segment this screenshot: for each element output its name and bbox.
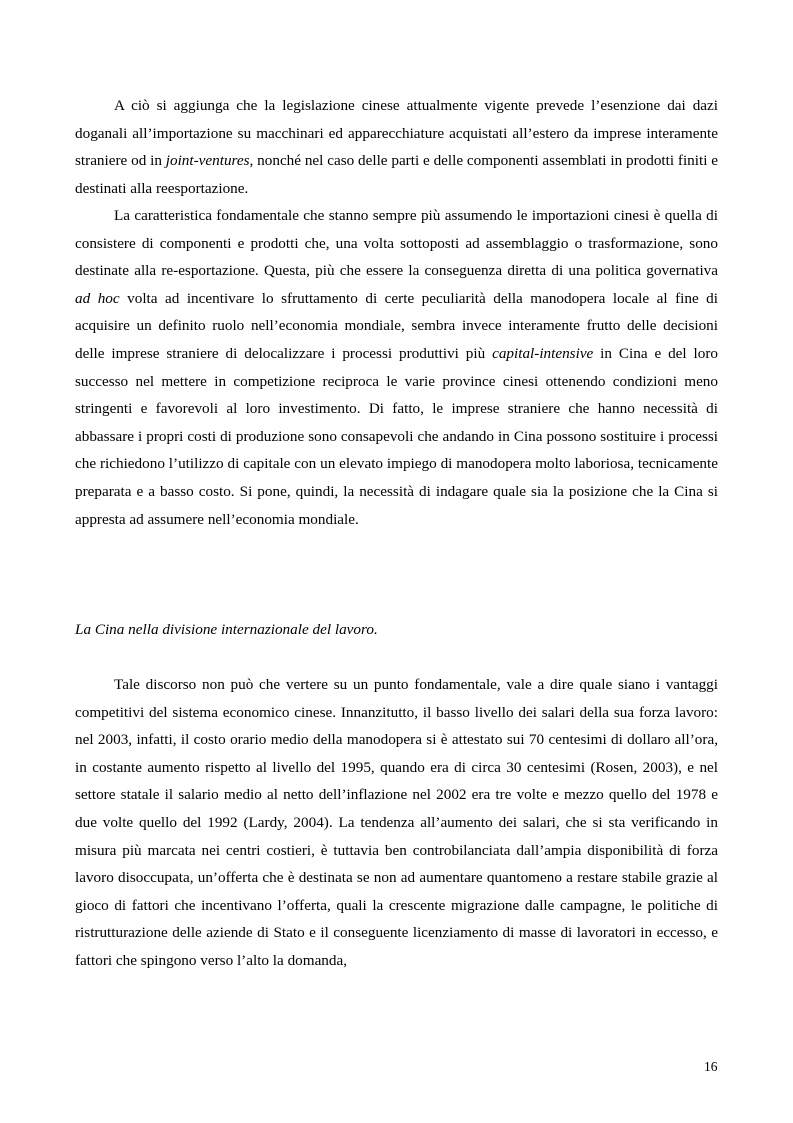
paragraph-text: Tale discorso non può che vertere su un punto fondamentale, vale a dire quale siano i vantaggi competitivi del sistema economico cinese. Innanzitutto, il basso livello dei salari della sua forza lavoro: nel 2003, infatti, il costo orario medio della manodopera si è attestato sui 70 centesimi di dollaro all’ora, in costante aumento rispetto al livello del 1995, quando era di circa 30 centesimi (Rosen, 2003), e nel settore statale il salario medio al netto dell’inflazione nel 2002 era tre volte e mezzo quello del 1978 e due volte quello del 1992 (Lardy, 2004). La tendenza all’aumento dei salari, che si sta verificando in misura più marcata nei centri costieri, è tuttavia ben controbilanciata dall’ampia disponibilità di forza lavoro disoccupata, un’offerta che è destinata se non ad aumentare quantomeno a restare stabile grazie al gioco di fattori che incentivano l’offerta, quali la crescente migrazione dalle campagne, le politiche di ristrutturazione delle aziende di Stato e il conseguente licenziamento di masse di lavoratori in eccesso, e fattori che spingono verso l’alto la domanda, <box>75 676 718 969</box>
page-number: 16 <box>704 1059 718 1074</box>
italic-term: capital-intensive <box>492 344 594 362</box>
paragraph-text: in Cina e del loro successo nel mettere in competizione reciproca le varie province cinesi ottenendo condizioni meno stringenti e favorevoli al loro investimento. Di fatto, le imprese straniere che hanno necessità di abbassare i propri costi di produzione sono consapevoli che andando in Cina possono sostituire i processi che richiedono l’utilizzo di capitale con un elevato impiego di manodopera molto laboriosa, tecnicamente preparata e a basso costo. Si pone, quindi, la necessità di indagare quale sia la posizione che la Cina si appresta ad assumere nell’economia mondiale. <box>75 344 718 528</box>
italic-term: joint-ventures <box>165 152 250 170</box>
paragraph-duty-exemption <box>75 92 718 202</box>
paragraph-text: volta ad incentivare lo sfruttamento di certe peculiarità della manodopera locale al fine di acquisire un definito ruolo nell’economia mondiale, sembra invece interamente frutto delle decisioni delle imprese straniere di delocalizzare i processi produttivi più <box>75 289 718 362</box>
paragraph-competitive-advantages <box>75 671 718 975</box>
paragraph-text: A ciò si aggiunga che la legislazione cinese attualmente vigente prevede l’esenzione dai dazi doganali all’importazione su macchinari ed apparecchiature acquistati all’estero da imprese interamente straniere od in <box>75 97 718 170</box>
paragraph-text: La caratteristica fondamentale che stanno sempre più assumendo le importazioni cinesi è quella di consistere di componenti e prodotti che, una volta sottoposti ad assemblaggio o trasformazione, sono destinate alla re-esportazione. Questa, più che essere la conseguenza diretta di una politica governativa <box>75 207 718 280</box>
section-heading: La Cina nella divisione internazionale del lavoro. <box>75 621 378 638</box>
paragraph-text: , nonché nel caso delle parti e delle componenti assemblati in prodotti finiti e destinati alla reesportazione. <box>75 152 718 197</box>
paragraph-import-characteristics <box>75 202 718 533</box>
italic-term: ad hoc <box>75 289 120 307</box>
